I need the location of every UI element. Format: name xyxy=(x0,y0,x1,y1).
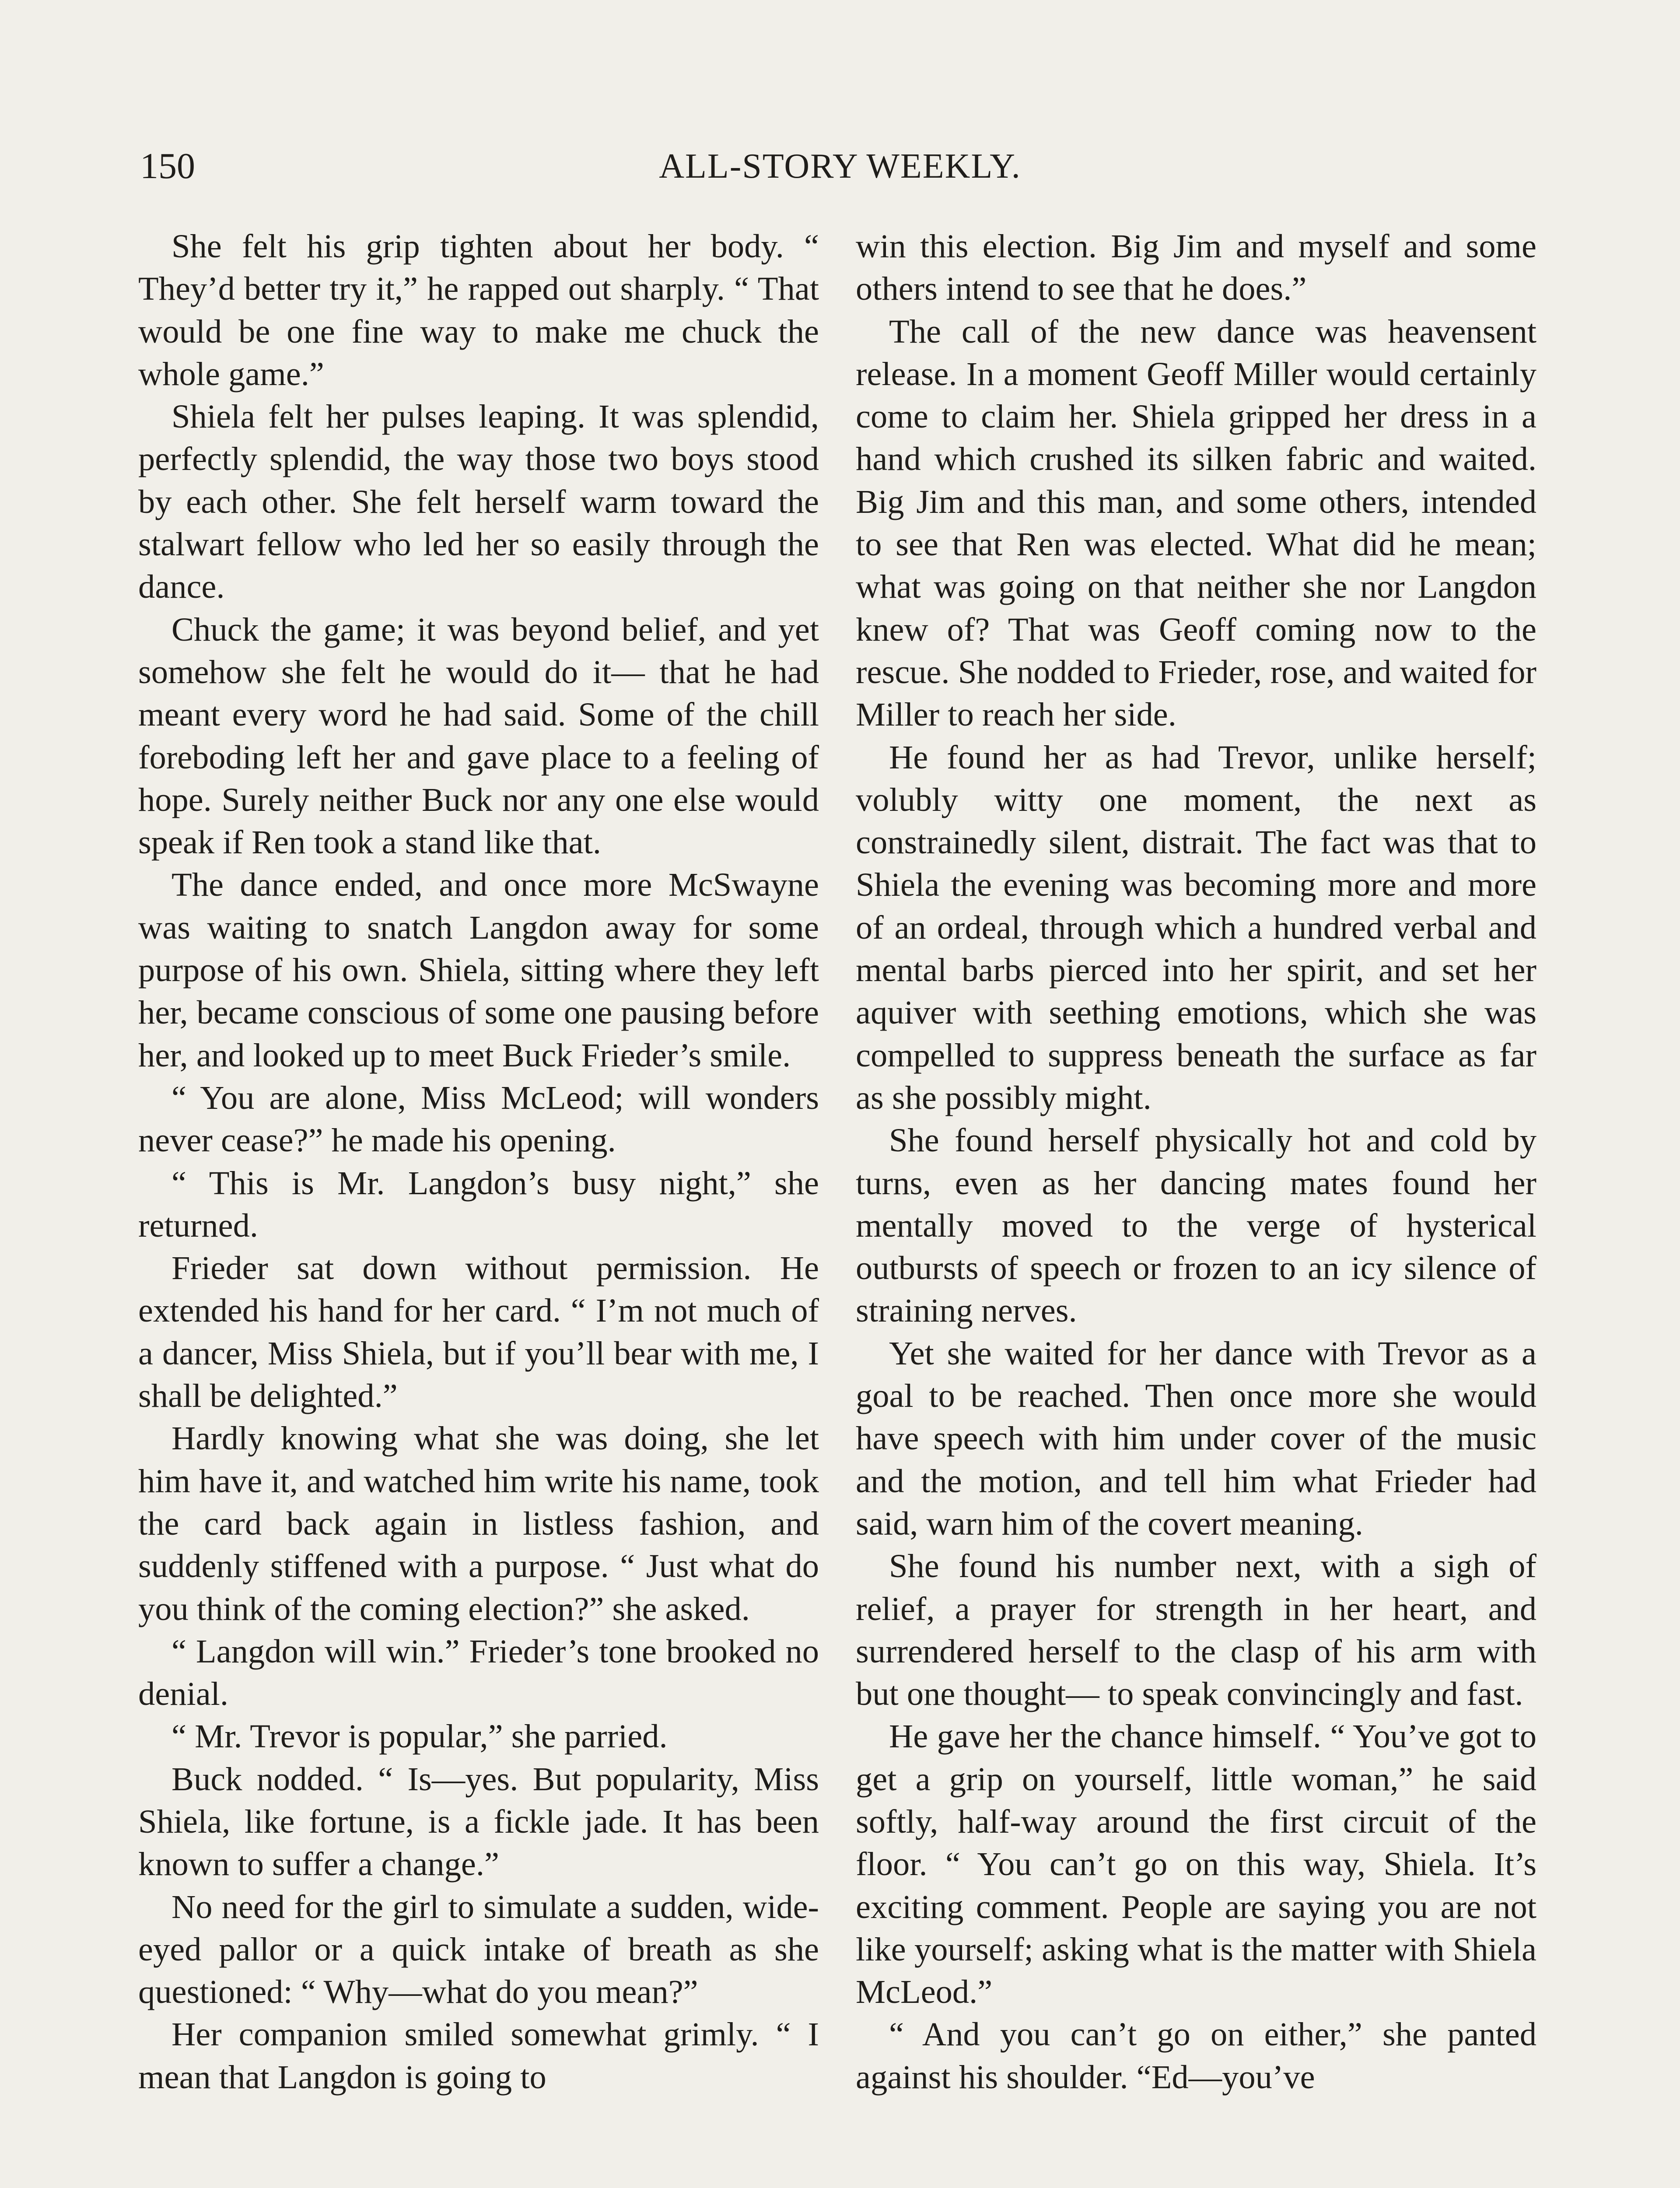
paragraph: “ Mr. Trevor is popular,” she parried. xyxy=(172,1718,668,1755)
paragraph: Yet she waited for her dance with Trevor as a goal to be reached. Then once more she would have speech with him under cover of the music and the motion, and tell him what Frieder had said, warn him of the covert meaning. xyxy=(856,1334,1536,1542)
page-number: 150 xyxy=(140,146,195,186)
paragraph: Chuck the game; it was beyond belief, and yet somehow she felt he would do it— that he had meant every word he had said. Some of the chill foreboding left her and gave place to a feeling of hope. Surely neither Buck nor any one else would speak if Ren took a stand like that. xyxy=(138,610,819,861)
paragraph: “ And you can’t go on either,” she panted against his shoulder. “Ed—you’ve xyxy=(856,2016,1536,2096)
paragraph-continuation: win this election. Big Jim and myself and some others intend to see that he does.” xyxy=(856,228,1536,308)
paragraph: “ Langdon will win.” Frieder’s tone brooked no denial. xyxy=(138,1632,819,1713)
paragraph: “ This is Mr. Langdon’s busy night,” she returned. xyxy=(138,1164,819,1244)
paragraph: He gave her the chance himself. “ You’ve got to get a grip on yourself, little woman,” he said softly, half-way around the first circuit of the floor. “ You can’t go on this way, Shiela. It’s exciting comment. People are saying you are not like yourself; asking what is the matter with Shiela McLeod.” xyxy=(856,1718,1536,2011)
paragraph: She found his number next, with a sigh of relief, a prayer for strength in her heart, and surrendered herself to the clasp of his arm with but one thought— to speak convincingly and fast. xyxy=(856,1547,1536,1713)
paragraph: Her companion smiled somewhat grimly. “ I mean that Langdon is going to xyxy=(138,2016,819,2096)
paragraph: She found herself physically hot and cold by turns, even as her dancing mates found her mentally moved to the verge of hysterical outbursts of speech or frozen to an icy silence of straining nerves. xyxy=(856,1122,1536,1329)
paragraph: Frieder sat down without permission. He extended his hand for her card. “ I’m not much of a dancer, Miss Shiela, but if you’ll bear with me, I shall be delighted.” xyxy=(138,1249,819,1415)
paragraph: Hardly knowing what she was doing, she let him have it, and watched him write his name, took the card back again in listless fashion, and suddenly stiffened with a purpose. “ Just what do you think of the coming election?” she asked. xyxy=(138,1420,819,1627)
paragraph: Buck nodded. “ Is—yes. But popularity, Miss Shiela, like fortune, is a fickle jade. It has been known to suffer a change.” xyxy=(138,1760,819,1883)
paragraph: The dance ended, and once more McSwayne was waiting to snatch Langdon away for some purpose of his own. Shiela, sitting where they left her, became conscious of some one pausing before her, and looked up to meet Buck Frieder’s smile. xyxy=(138,866,819,1074)
paragraph: He found her as had Trevor, unlike herself; volubly witty one moment, the next as constrainedly silent, distrait. The fact was that to Shiela the evening was becoming more and more of an ordeal, through which a hundred verbal and mental barbs pierced into her spirit, and set her aquiver with seething emotions, which she was compelled to suppress beneath the surface as far as she possibly might. xyxy=(856,738,1536,1116)
paragraph: She felt his grip tighten about her body. “ They’d better try it,” he rapped out sharply. “ That would be one fine way to make me chuck the whole game.” xyxy=(138,228,819,393)
running-head: ALL-STORY WEEKLY. xyxy=(659,147,1021,186)
page-header xyxy=(140,140,1540,193)
paragraph: The call of the new dance was heavensent release. In a moment Geoff Miller would certainly come to claim her. Shiela gripped her dress in a hand which crushed its silken fabric and waited. Big Jim and this man, and some others, intended to see that Ren was elected. What did he mean; what was going on that neither she nor Langdon knew of? That was Geoff coming now to the rescue. She nodded to Frieder, rose, and waited for Miller to reach her side. xyxy=(856,312,1536,733)
left-column xyxy=(138,225,819,2098)
paragraph: “ You are alone, Miss McLeod; will wonders never cease?” he made his opening. xyxy=(138,1079,819,1159)
right-column xyxy=(856,225,1536,2098)
paragraph: No need for the girl to simulate a sudden, wide-eyed pallor or a quick intake of breath as she questioned: “ Why—what do you mean?” xyxy=(138,1888,819,2011)
paragraph: Shiela felt her pulses leaping. It was splendid, perfectly splendid, the way those two boys stood by each other. She felt herself warm toward the stalwart fellow who led her so easily through the dance. xyxy=(138,398,819,606)
